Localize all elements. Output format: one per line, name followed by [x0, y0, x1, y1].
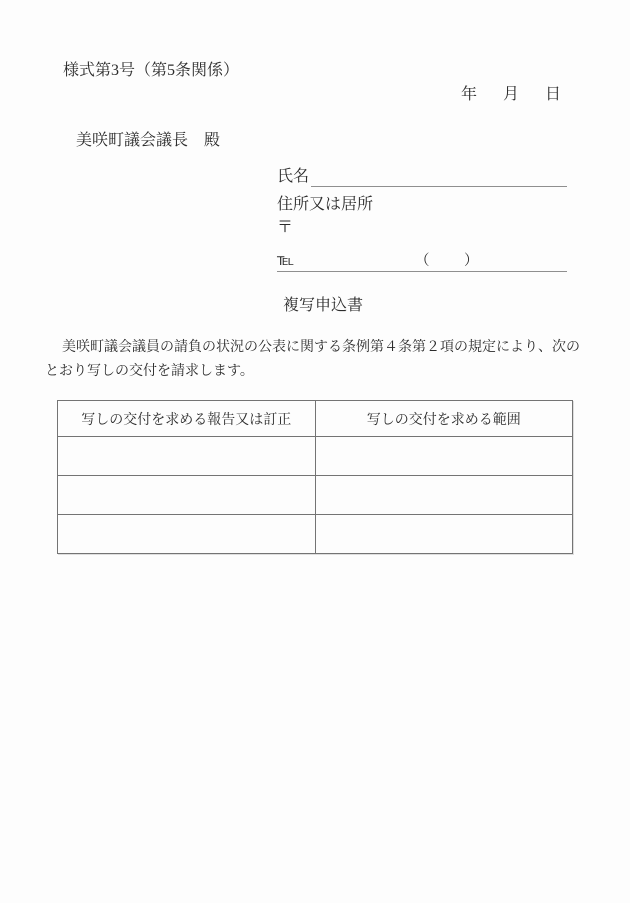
document-title: 複写申込書: [283, 297, 364, 314]
body-paragraph: [45, 336, 580, 384]
date-day-label: 日: [545, 86, 562, 103]
table-row: [58, 437, 573, 476]
body-line-2: とおり写しの交付を請求します。: [45, 364, 254, 379]
table-cell: [315, 437, 573, 476]
table-cell: [58, 515, 316, 554]
date-month-label: 月: [503, 86, 520, 103]
table-row: [58, 476, 573, 515]
addressee-line: 美咲町議会議長 殿: [76, 132, 221, 149]
name-fill-line: [311, 165, 567, 187]
name-field-line: [277, 166, 567, 187]
table-row: [58, 515, 573, 554]
address-label: 住所又は居所: [277, 196, 374, 213]
name-label: 氏名: [277, 168, 310, 185]
form-number: 様式第3号（第5条関係）: [63, 62, 240, 79]
table-cell: [315, 515, 573, 554]
request-table: [57, 400, 573, 554]
postal-mark: 〒: [277, 219, 294, 236]
table-header-report: 写しの交付を求める報告又は訂正: [58, 401, 316, 437]
table-cell: [58, 437, 316, 476]
tel-paren-open: （: [415, 253, 430, 269]
table-header-scope: 写しの交付を求める範囲: [315, 401, 573, 437]
tel-field-line: [277, 250, 567, 272]
request-table-body: [58, 437, 573, 554]
date-year-label: 年: [461, 86, 478, 103]
body-line-1: 美咲町議会議員の請負の状況の公表に関する条例第４条第２項の規定により、次の: [62, 340, 580, 355]
table-cell: [58, 476, 316, 515]
tel-paren-close: ）: [464, 253, 479, 269]
table-header-row: [58, 401, 573, 437]
table-cell: [315, 476, 573, 515]
tel-sign: ℡: [277, 252, 295, 269]
